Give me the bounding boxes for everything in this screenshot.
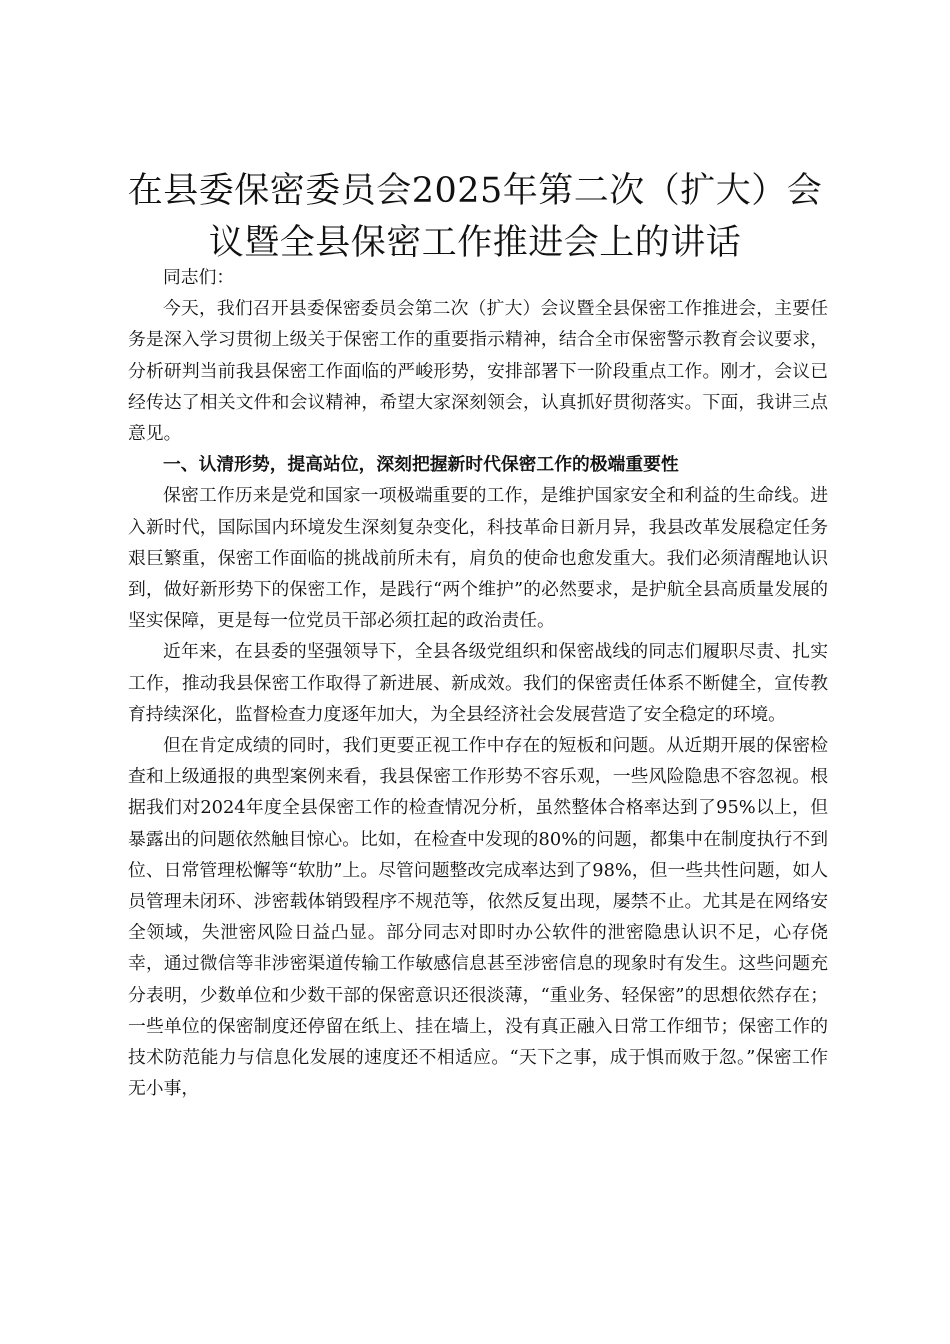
section-heading-1: 一、认清形势，提高站位，深刻把握新时代保密工作的极端重要性 bbox=[163, 454, 679, 476]
paragraph-importance: 保密工作历来是党和国家一项极端重要的工作，是维护国家安全和利益的生命线。进入新时代，国际国内环境发生深刻复杂变化，科技革命日新月异，我县改革发展稳定任务艰巨繁重，保密工作面临的挑战前所未有，肩负的使命也愈发重大。我们必须清醒地认识到，做好新形势下的保密工作，是践行“两个维护”的必然要求，是护航全县高质量发展的坚实保障，更是每一位党员干部必须扛起的政治责任。 bbox=[128, 485, 828, 632]
paragraph-achievements: 近年来，在县委的坚强领导下，全县各级党组织和保密战线的同志们履职尽责、扎实工作，推动我县保密工作取得了新进展、新成效。我们的保密责任体系不断健全，宣传教育持续深化，监督检查力度逐年加大，为全县经济社会发展营造了安全稳定的环境。 bbox=[128, 641, 828, 725]
document-body bbox=[128, 262, 828, 1104]
document-title: 在县委保密委员会2025年第二次（扩大）会议暨全县保密工作推进会上的讲话 bbox=[127, 171, 823, 263]
paragraph-intro: 今天，我们召开县委保密委员会第二次（扩大）会议暨全县保密工作推进会，主要任务是深入学习贯彻上级关于保密工作的重要指示精神，结合全市保密警示教育会议要求，分析研判当前我县保密工作面临的严峻形势，安排部署下一阶段重点工作。刚才，会议已经传达了相关文件和会议精神，希望大家深刻领会，认真抓好贯彻落实。下面，我讲三点意见。 bbox=[128, 298, 828, 445]
paragraph-problems: 但在肯定成绩的同时，我们更要正视工作中存在的短板和问题。从近期开展的保密检查和上级通报的典型案例来看，我县保密工作形势不容乐观，一些风险隐患不容忽视。根据我们对2024年度全县保密工作的检查情况分析，虽然整体合格率达到了95%以上，但暴露出的问题依然触目惊心。比如，在检查中发现的80%的问题，都集中在制度执行不到位、日常管理松懈等“软肋”上。尽管问题整改完成率达到了98%，但一些共性问题，如人员管理未闭环、涉密载体销毁程序不规范等，依然反复出现，屡禁不止。尤其是在网络安全领域，失泄密风险日益凸显。部分同志对即时办公软件的泄密隐患认识不足，心存侥幸，通过微信等非涉密渠道传输工作敏感信息甚至涉密信息的现象时有发生。这些问题充分表明，少数单位和少数干部的保密意识还很淡薄，“重业务、轻保密”的思想依然存在；一些单位的保密制度还停留在纸上、挂在墙上，没有真正融入日常工作细节；保密工作的技术防范能力与信息化发展的速度还不相适应。“天下之事，成于惧而败于忽。”保密工作无小事， bbox=[128, 735, 828, 1100]
salutation: 同志们： bbox=[163, 267, 235, 288]
